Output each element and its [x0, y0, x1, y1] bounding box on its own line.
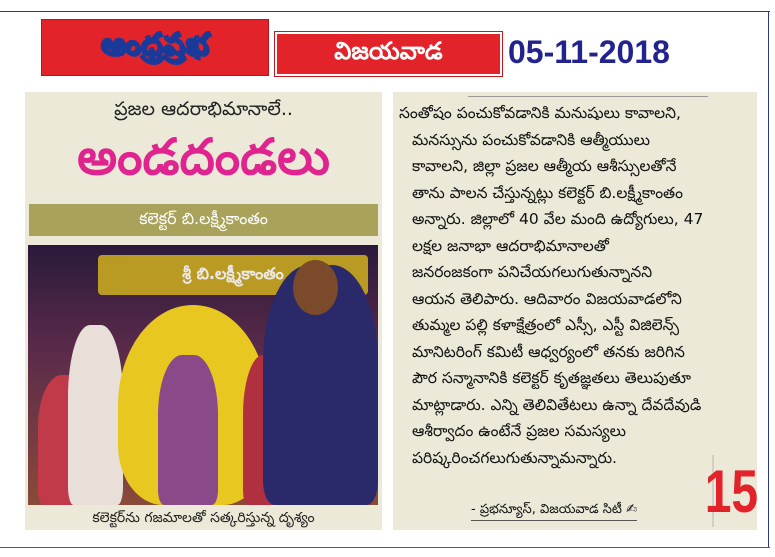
kicker: ప్రజల ఆదరాభిమానాలే..: [114, 98, 293, 120]
body-line: కావాలని, జిల్లా ప్రజల ఆత్మీయ ఆశీస్సులతోనే: [412, 157, 677, 175]
article-photo: [28, 245, 378, 505]
frame-right-rule: [768, 11, 769, 548]
subheading: [29, 204, 378, 236]
headline-panel: [25, 92, 382, 530]
body-line: మనస్సును పంచుకోవడానికి ఆత్మీయులు: [412, 130, 650, 149]
byline-text: - ప్రభన్యూస్, విజయవాడ సిటీ: [471, 502, 622, 517]
body-line: ఆయన తెలిపారు. ఆదివారం విజయవాడలోని: [412, 289, 682, 308]
body-line: జనరంజకంగా పనిచేయగలుగుతున్నానని: [412, 263, 653, 281]
body-line: తాను పాలన చేస్తున్నట్లు కలెక్టర్ బి.లక్ష్మీకాంతం: [412, 183, 683, 202]
photo-person: [68, 325, 123, 505]
byline: [471, 502, 637, 521]
publication-date: 05-11-2018: [508, 34, 670, 70]
edition-text: విజయవాడ: [334, 37, 443, 65]
photo-face: [293, 260, 338, 315]
frame-bottom-rule: [0, 547, 770, 548]
body-line: ఆశీర్వాదం ఉంటేనే ప్రజల సమస్యలు: [412, 422, 626, 440]
page-number: 15: [713, 455, 750, 527]
body-line: మాట్లాడారు. ఎన్ని తెలివితేటలు ఉన్నా దేవదేవుడి: [412, 395, 702, 414]
photo-person: [158, 355, 218, 505]
body-line: మానిటరింగ్ కమిటీ ఆధ్వర్యంలో తనకు జరిగిన: [412, 342, 685, 361]
body-line: సంతోషం పంచుకోవడానికి మనుషులు కావాలని,: [399, 104, 681, 122]
frame-top-rule: [0, 11, 770, 12]
top-rule: [468, 96, 708, 97]
subheading-text: కలెక్టర్ బి.లక్ష్మీకాంతం: [139, 208, 268, 228]
body-line: లక్షల జనాభా ఆదరాభిమానాలతో: [412, 236, 609, 255]
photo-banner: శ్రీ బి.లక్ష్మీకాంతం: [98, 255, 368, 295]
body-line: అన్నారు. జిల్లాలో 40 వేల మంది ఉద్యోగులు, 47: [412, 210, 704, 228]
body-line: పరిష్కరించగలుగుతున్నామన్నారు.: [412, 448, 617, 467]
headline: అండదండలు: [77, 128, 330, 186]
article-body-panel: [393, 92, 757, 530]
logo-text: ఆంధ్రప్రభ: [100, 26, 210, 62]
body-line: పౌర సన్మానానికి కలెక్టర్ కృతజ్ఞతలు తెలుపుతూ: [412, 369, 691, 387]
edition-label: [275, 32, 502, 76]
article-body: [399, 100, 709, 471]
pen-icon: ✍: [626, 502, 638, 517]
newspaper-logo: [42, 20, 268, 75]
body-line: తుమ్మల పల్లి కళాక్షేత్రంలో ఎస్సీ, ఎస్టీ విజిలెన్స్: [412, 316, 680, 334]
photo-caption: కలెక్టర్‌ను గజమాలతో సత్కరిస్తున్న దృశ్యం: [92, 510, 315, 526]
